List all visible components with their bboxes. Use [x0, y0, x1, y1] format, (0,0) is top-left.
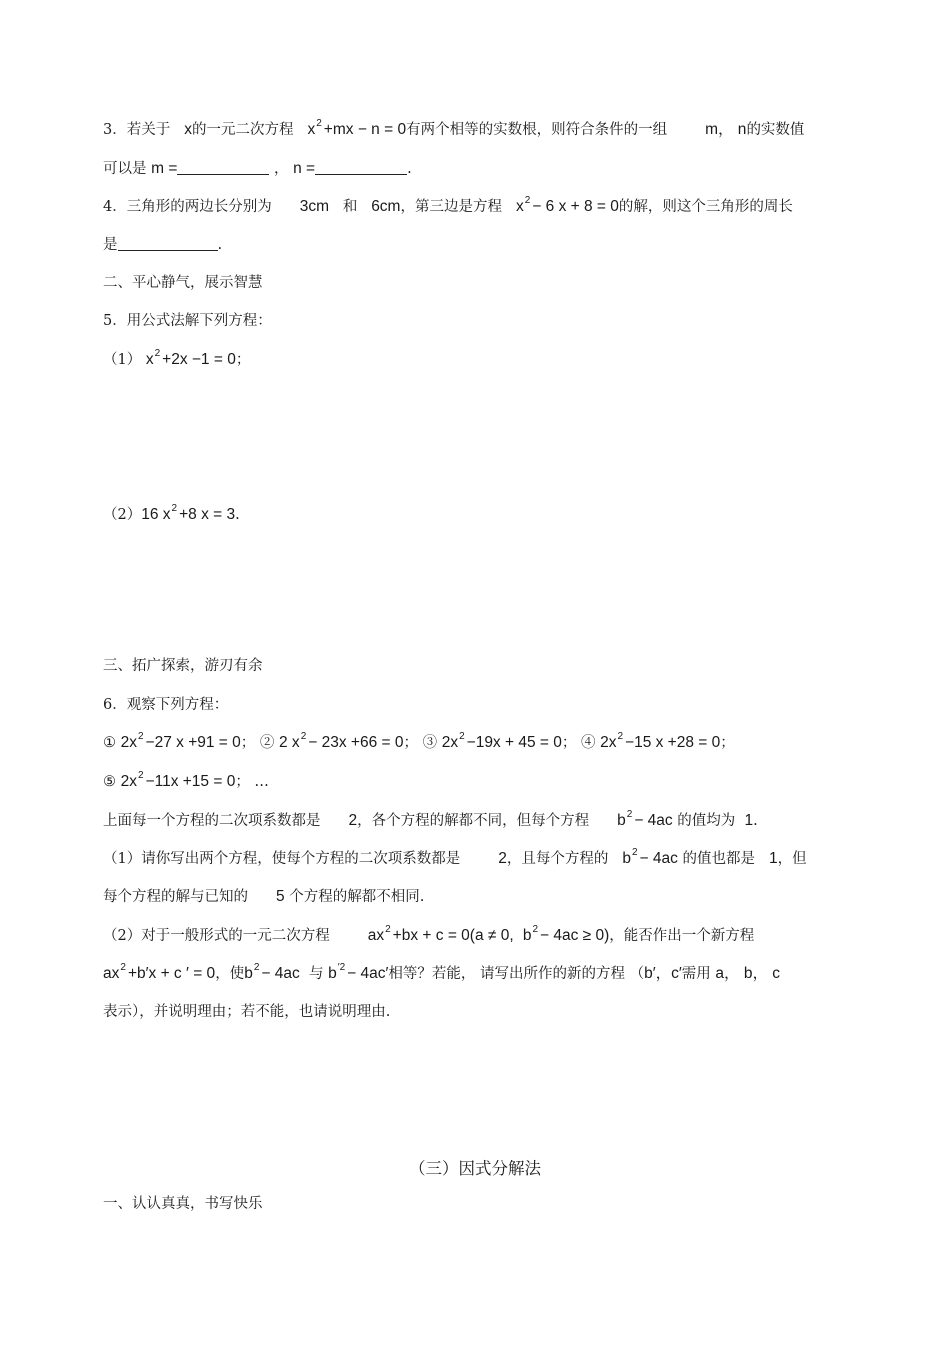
- q5-p2-exp: 2: [171, 503, 178, 514]
- q6-eq5-exp: 2: [137, 770, 144, 781]
- q6-p2-eq-exp: 2: [385, 924, 391, 935]
- q5-part2: [103, 505, 240, 527]
- q6-part1-line2: [103, 887, 424, 907]
- q6-eq1-exp: 2: [137, 731, 144, 742]
- q6-eq1-rest: −27 x +91 = 0: [145, 734, 241, 751]
- q6-p1-b: ，且每个方程的: [506, 851, 609, 867]
- section-2-heading: 二、平心静气，展示智慧: [103, 275, 263, 291]
- q6-eq3-exp: 2: [459, 731, 465, 742]
- q6-p2-cond-rest: − 4ac ≥ 0): [540, 927, 610, 944]
- q6-eq3-num: ③: [422, 735, 438, 751]
- q6-p2-d1-b: b: [244, 965, 253, 982]
- q6-eq2-num: ②: [259, 735, 275, 751]
- q6-eq2-rest: − 23x +66 = 0: [308, 734, 404, 751]
- q4-line2: 是: [103, 237, 118, 253]
- q6-p2-abc: a， b， c: [715, 965, 781, 982]
- q3-line2: [103, 159, 412, 179]
- q6-p2-with: 与: [308, 966, 324, 982]
- q6-p2-e: 相等？若能， 请写出所作的新的方程 （: [388, 966, 645, 982]
- q6-p2-d2-b: b: [328, 965, 337, 982]
- q5-p1-rest: +2x −1 = 0: [162, 351, 236, 368]
- q6-obs-c: 的值均为: [677, 813, 736, 829]
- q6-obs-disc-exp: 2: [626, 809, 633, 820]
- q4-eq-exp: 2: [524, 195, 531, 206]
- q6-p1-line2-b: 个方程的解都不相同.: [289, 889, 425, 905]
- q6-p1-five: 5: [276, 888, 285, 905]
- q3-desc: 有两个相等的实数根，则符合条件的一组: [406, 122, 668, 138]
- q4-eq-rest: − 6 x + 8 = 0: [532, 198, 619, 215]
- q5-title: 5．用公式法解下列方程：: [103, 313, 272, 329]
- q6-eq5-base: 2x: [120, 773, 137, 790]
- q4-line2: [103, 235, 222, 255]
- q3-tail: 的实数值: [746, 122, 805, 138]
- q4-eq-base: x: [515, 198, 524, 215]
- q6-p2-f: 需用: [681, 966, 711, 982]
- q3-m-label: m =: [151, 160, 178, 177]
- q6-p2-new-rest: +b′x + c ′ = 0: [127, 965, 216, 982]
- q6-part2-line3: 表示），并说明理由；若不能，也请说明理由.: [103, 1004, 391, 1020]
- q6-part1-line1: [103, 849, 807, 871]
- q6-p1-line2-a: 每个方程的解与已知的: [103, 889, 248, 905]
- q5-p1-base: x: [145, 351, 154, 368]
- q3-vars: m， n: [705, 121, 747, 138]
- q6-p2-new-base: ax: [103, 965, 120, 982]
- q6-eq1-num: ①: [103, 735, 116, 751]
- q3-end: .: [407, 161, 412, 177]
- q3-eq-exp: 2: [316, 118, 322, 129]
- q5-p2-base: 16 x: [141, 506, 171, 523]
- q6-eq5-sep: ； …: [235, 774, 269, 790]
- q6-p1-d: ，但: [777, 851, 807, 867]
- q6-eq4-exp: 2: [617, 731, 624, 742]
- q5-p1-exp: 2: [154, 348, 161, 359]
- q6-eq2-exp: 2: [300, 731, 307, 742]
- q6-eq2-base: 2 x: [279, 734, 300, 751]
- q6-eq4-rest: −15 x +28 = 0: [625, 734, 721, 751]
- q6-obs-disc-rest: − 4ac: [634, 812, 673, 829]
- q6-part2-line1: [103, 926, 754, 948]
- q6-equations-line2: [103, 772, 269, 794]
- q6-eq4-num: ④: [580, 735, 596, 751]
- q6-eq4-sep: ；: [720, 735, 735, 751]
- q6-eq1-base: 2x: [120, 734, 137, 751]
- q5-part1: [103, 350, 250, 372]
- q5-p2-end: .: [235, 507, 240, 523]
- q6-p1-disc-rest: − 4ac: [639, 850, 678, 867]
- q6-p2-d2-rest: − 4ac′: [347, 965, 389, 982]
- q6-p2-cond-b: b: [522, 927, 532, 944]
- q3-intro: 3．若关于: [103, 122, 171, 138]
- q6-p2-primes: b′，c′: [644, 965, 682, 982]
- q6-p2-d2-exp: ′2: [337, 962, 346, 973]
- q6-p1-a: （1）请你写出两个方程，使每个方程的二次项系数都是: [103, 851, 461, 867]
- q6-p2-d1-exp: 2: [253, 962, 260, 973]
- q3-n-label: n =: [293, 160, 316, 177]
- q6-p2-eq-base: ax: [367, 927, 385, 944]
- q6-p2-c: ，使: [215, 966, 245, 982]
- q4-tail: 的解，则这个三角形的周长: [618, 199, 793, 215]
- q6-obs-disc-b: b: [617, 812, 626, 829]
- q3-m-blank[interactable]: [177, 160, 269, 175]
- q5-p1-label: （1）: [103, 352, 142, 368]
- q6-eq3-base: 2x: [441, 734, 459, 751]
- q6-eq3-sep: ；: [561, 735, 577, 751]
- q6-observation: [103, 811, 758, 833]
- q6-eq2-sep: ；: [403, 735, 418, 751]
- q6-p1-disc-b: b: [622, 850, 631, 867]
- section-1-heading: 一、认认真真，书写快乐: [103, 1196, 263, 1212]
- q6-p1-disc-exp: 2: [631, 847, 638, 858]
- q4-and: 和: [342, 199, 358, 215]
- q6-obs-two: 2: [348, 812, 358, 829]
- q6-eq4-base: 2x: [600, 734, 617, 751]
- q6-title: 6．观察下列方程：: [103, 697, 229, 713]
- q6-eq3-rest: −19x + 45 = 0: [466, 734, 562, 751]
- q6-part2-line2: [103, 964, 780, 986]
- q5-p2-label: （2）: [103, 507, 142, 523]
- q6-p2-eq-rest: +bx + c = 0(a ≠ 0,: [392, 927, 514, 944]
- q3-comma: ，: [274, 161, 289, 177]
- section-factorization-title: （三）因式分解法: [409, 1159, 541, 1178]
- q3-eq-rest: +mx − n = 0: [323, 121, 407, 138]
- q3-line2-a: 可以是: [103, 161, 147, 177]
- q6-eq1-sep: ；: [240, 735, 256, 751]
- q4-mid: ，第三边是方程: [400, 199, 502, 215]
- q4-blank[interactable]: [118, 236, 218, 251]
- q4-end: .: [217, 237, 223, 253]
- q6-eq5-num: ⑤: [103, 774, 116, 790]
- q6-p1-one: 1: [769, 850, 778, 867]
- section-3-heading: 三、拓广探索，游刃有余: [103, 658, 263, 674]
- q5-p1-end: ；: [235, 352, 251, 368]
- q6-eq5-rest: −11x +15 = 0: [145, 773, 236, 790]
- q6-p2-cond-exp: 2: [532, 924, 539, 935]
- q6-obs-one: 1: [744, 812, 754, 829]
- q6-p2-a: （2）对于一般形式的一元二次方程: [103, 928, 330, 944]
- q3-line1: [103, 120, 804, 142]
- q5-p2-rest: +8 x = 3: [179, 506, 236, 523]
- q6-obs-end: .: [753, 813, 758, 829]
- q6-obs-b: ，各个方程的解都不同，但每个方程: [357, 813, 590, 829]
- q6-obs-a: 上面每一个方程的二次项系数都是: [103, 813, 321, 829]
- q4-side2: 6cm: [371, 198, 401, 215]
- q6-equations-line1: [103, 733, 735, 755]
- q3-mid: 的一元二次方程: [191, 122, 294, 138]
- q6-p1-two: 2: [498, 850, 507, 867]
- q3-n-blank[interactable]: [315, 160, 407, 175]
- q3-eq-base: x: [307, 121, 316, 138]
- q6-p2-d1-rest: − 4ac: [261, 965, 300, 982]
- q4-line1: [103, 197, 793, 219]
- q6-p2-b: ，能否作出一个新方程: [609, 928, 755, 944]
- q6-p1-c: 的值也都是: [682, 851, 756, 867]
- q4-side1: 3cm: [299, 198, 330, 215]
- q4-intro: 4．三角形的两边长分别为: [103, 199, 272, 215]
- q3-var-x: x: [184, 121, 192, 138]
- q6-p2-new-exp: 2: [120, 962, 126, 973]
